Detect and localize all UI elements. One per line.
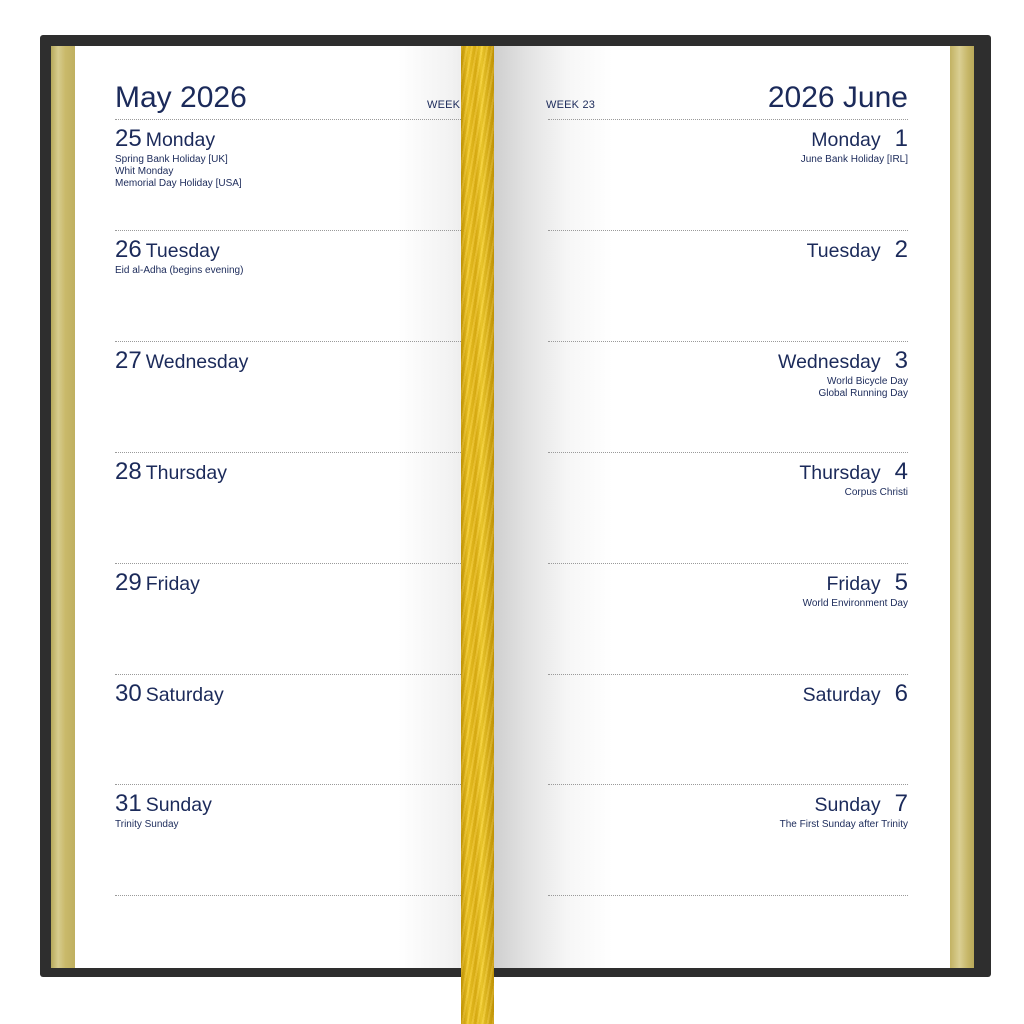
day-heading (115, 680, 461, 708)
day-number: 31 (115, 790, 142, 817)
day-cell[interactable] (115, 569, 461, 677)
day-events (115, 819, 461, 831)
day-divider (548, 119, 908, 120)
day-number: 30 (115, 680, 142, 707)
day-name: Tuesday (806, 240, 881, 262)
day-cell[interactable] (115, 458, 461, 566)
day-heading (115, 236, 461, 264)
day-cell[interactable] (548, 790, 908, 898)
day-events (548, 376, 908, 400)
day-events (115, 265, 461, 277)
day-heading (115, 790, 461, 818)
day-name: Wednesday (778, 351, 881, 373)
day-number: 1 (894, 125, 908, 152)
day-events (548, 487, 908, 499)
day-name: Saturday (802, 684, 881, 706)
day-cell[interactable] (115, 236, 461, 344)
month-title-right: 2026 June (767, 81, 908, 114)
day-divider (115, 119, 461, 120)
event-note: The First Sunday after Trinity (779, 819, 908, 830)
event-note: Eid al-Adha (begins evening) (115, 265, 244, 276)
day-heading (115, 347, 461, 375)
day-cell[interactable] (115, 347, 461, 455)
month-title-left: May 2026 (115, 81, 247, 114)
day-number: 6 (894, 680, 908, 707)
day-heading (548, 790, 908, 818)
day-number: 4 (894, 458, 908, 485)
day-name: Wednesday (145, 351, 249, 373)
day-name: Sunday (814, 794, 881, 816)
day-number: 26 (115, 236, 142, 263)
day-cell[interactable] (115, 680, 461, 788)
day-events (548, 154, 908, 166)
day-heading (548, 236, 908, 264)
day-cell[interactable] (548, 680, 908, 788)
day-number: 28 (115, 458, 142, 485)
event-note: Corpus Christi (844, 487, 908, 498)
event-note: Spring Bank Holiday [UK] (115, 154, 228, 165)
event-note: Whit Monday (115, 166, 174, 177)
bookmark-ribbon[interactable] (461, 46, 494, 1024)
event-note: Global Running Day (818, 388, 908, 399)
event-note: June Bank Holiday [IRL] (800, 154, 908, 165)
day-name: Monday (145, 129, 216, 151)
day-name: Thursday (145, 462, 227, 484)
day-cell[interactable] (548, 569, 908, 677)
day-events (548, 819, 908, 831)
day-heading (115, 458, 461, 486)
day-cell[interactable] (115, 790, 461, 898)
day-heading (115, 125, 461, 153)
event-note: World Bicycle Day (827, 376, 908, 387)
day-heading (548, 125, 908, 153)
gilt-edge-left (51, 46, 75, 968)
day-number: 7 (894, 790, 908, 817)
day-name: Monday (811, 129, 881, 151)
day-name: Friday (826, 573, 881, 595)
day-cell[interactable] (548, 236, 908, 344)
event-note: Trinity Sunday (115, 819, 179, 830)
day-name: Sunday (145, 794, 212, 816)
event-note: World Environment Day (802, 598, 908, 609)
day-cell[interactable] (548, 458, 908, 566)
day-heading (115, 569, 461, 597)
day-cell[interactable] (115, 125, 461, 233)
day-name: Friday (145, 573, 200, 595)
gilt-edge-right (950, 46, 974, 968)
day-heading (548, 458, 908, 486)
event-note: Memorial Day Holiday [USA] (115, 178, 242, 189)
day-name: Thursday (799, 462, 881, 484)
day-events (115, 154, 461, 190)
day-number: 25 (115, 125, 142, 152)
day-events (548, 598, 908, 610)
day-number: 3 (894, 347, 908, 374)
day-name: Tuesday (145, 240, 220, 262)
day-number: 5 (894, 569, 908, 596)
day-number: 2 (894, 236, 908, 263)
day-heading (548, 347, 908, 375)
day-cell[interactable] (548, 347, 908, 455)
day-name: Saturday (145, 684, 224, 706)
week-label-left: WEEK (427, 99, 461, 111)
week-label-right: WEEK 23 (546, 99, 596, 111)
day-heading (548, 569, 908, 597)
day-number: 27 (115, 347, 142, 374)
day-heading (548, 680, 908, 708)
day-cell[interactable] (548, 125, 908, 233)
day-number: 29 (115, 569, 142, 596)
